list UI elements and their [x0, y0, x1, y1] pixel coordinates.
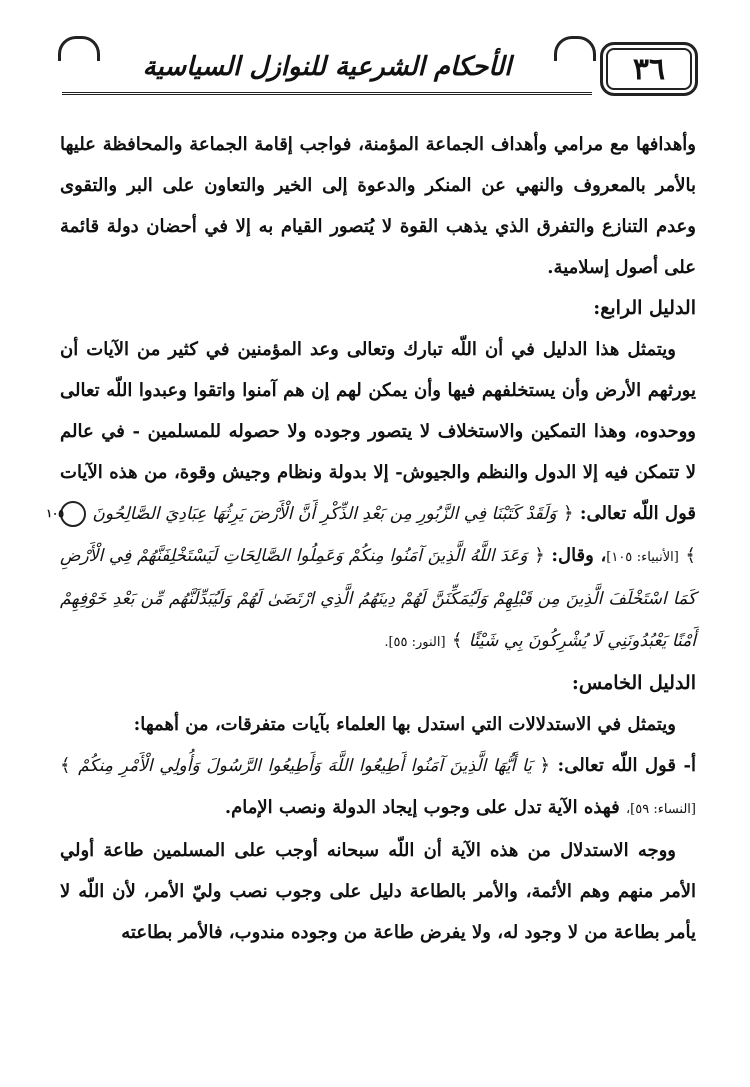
- quran-close-bracket: ﴾: [60, 755, 71, 776]
- heading-fifth-evidence: الدليل الخامس:: [571, 672, 696, 694]
- title-banner: [62, 46, 592, 95]
- quran-open-bracket: ﴿: [539, 755, 551, 776]
- verse-reference: [النساء: ٥٩]،: [625, 802, 696, 817]
- paragraph-text: ويتمثل هذا الدليل في أن اللّه تبارك وتعالى وعد المؤمنين في كثير من الآيات أن يورثهم الأرض وأن يستخلفهم فيها وأن يمكن لهم إن هم آمنوا واتقوا وعبدوا اللّه تعالى ووحدوه، وهذا التمكين والاستخلاف لا يتصور وجوده ولا حصوله للمسلمين - في عالم لا تتمكن فيه إلا الدول والنظم والجيوش- إلا بدولة ونظام وجيش وقوة، من هذه الآيات قول اللّه تعالى:: [60, 339, 696, 524]
- quran-verse-nisa: يَا أَيُّهَا الَّذِينَ آمَنُوا أَطِيعُوا اللَّهَ وَأَطِيعُوا الرَّسُولَ وَأُولِي الْأَمْرِ مِنكُمْ: [78, 756, 532, 776]
- connector-text: ، وقال:: [551, 545, 607, 566]
- quran-close-bracket: ﴾: [451, 630, 463, 651]
- heading-fourth-evidence: الدليل الرابع:: [593, 297, 696, 319]
- paragraph-fourth-evidence: [46, 329, 696, 663]
- quran-verse-anbiya: وَلَقَدْ كَتَبْنَا فِي الزَّبُورِ مِن بَعْدِ الذِّكْرِ أَنَّ الْأَرْضَ يَرِثُهَا عِبَادِيَ الصَّالِحُونَ: [92, 504, 557, 524]
- paragraph-continuation: وأهدافها مع مرامي وأهداف الجماعة المؤمنة، فواجب إقامة الجماعة والمحافظة عليها بالأمر بالمعروف والنهي عن المنكر والدعوة إلى الخير والتعاون على البر والتقوى وعدم التنازع والتفرق الذي يذهب القوة لا يُتصور القيام به إلا في أحضان دولة قائمة على أصول إسلامية.: [60, 134, 696, 278]
- ayah-number-icon: ١٠٥: [60, 501, 86, 527]
- paragraph-point-a: [60, 745, 696, 830]
- page-number: ٣٦: [632, 51, 666, 87]
- point-a-intro: أ- قول اللّه تعالى:: [557, 755, 696, 776]
- verse-reference: [النور: ٥٥].: [384, 635, 446, 650]
- quran-open-bracket: ﴿: [534, 545, 545, 566]
- point-a-conclusion: فهذه الآية تدل على وجوب إيجاد الدولة ونصب الإمام.: [224, 797, 620, 818]
- paragraph-inference: ووجه الاستدلال من هذه الآية أن اللّه سبحانه أوجب على المسلمين طاعة أولي الأمر منهم وهم الأئمة، والأمر بالطاعة دليل على وجوب نصب وليّ الأمر، لأن اللّه لا يأمر بطاعة من لا وجود له، ولا يفرض طاعة من وجوده مندوب، فالأمر بطاعته: [60, 840, 696, 943]
- verse-reference: [الأنبياء: ١٠٥]: [606, 550, 679, 565]
- page-number-frame: [600, 42, 698, 96]
- page-header: [62, 44, 698, 96]
- book-title: الأحكام الشرعية للنوازل السياسية: [142, 52, 512, 82]
- quran-verse-nur: وَعَدَ اللَّهُ الَّذِينَ آمَنُوا مِنكُمْ وَعَمِلُوا الصَّالِحَاتِ لَيَسْتَخْلِفَنَّهُمْ فِي الْأَرْضِ كَمَا اسْتَخْلَفَ الَّذِينَ مِن قَبْلِهِمْ وَلَيُمَكِّنَنَّ لَهُمْ دِينَهُمُ الَّذِي ارْتَضَىٰ لَهُمْ وَلَيُبَدِّلَنَّهُم مِّن بَعْدِ خَوْفِهِمْ أَمْنًا يَعْبُدُونَنِي لَا يُشْرِكُونَ بِي شَيْئًا: [60, 546, 696, 651]
- paragraph-fifth-evidence: ويتمثل في الاستدلالات التي استدل بها العلماء بآيات متفرقات، من أهمها:: [133, 714, 676, 735]
- quran-close-bracket: ﴾: [685, 545, 696, 566]
- page-body: [46, 124, 696, 953]
- quran-open-bracket: ﴿: [562, 503, 574, 524]
